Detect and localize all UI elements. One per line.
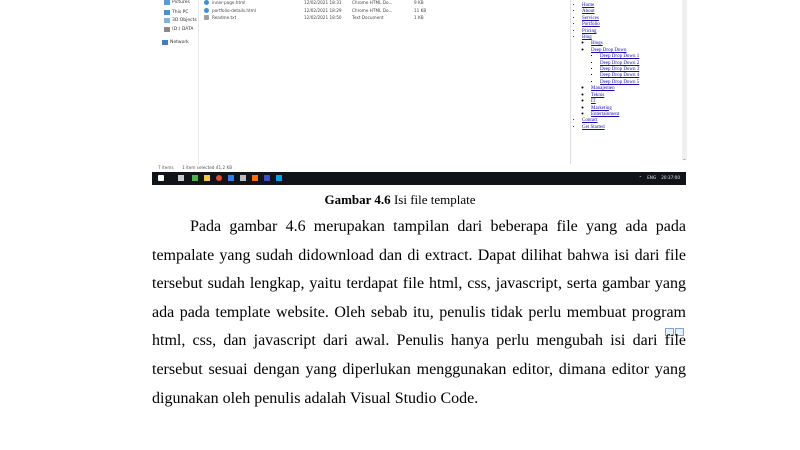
template-screenshot bbox=[152, 0, 686, 185]
app-icon[interactable] bbox=[252, 175, 258, 181]
body-paragraph: Pada gambar 4.6 merupakan tampilan dari beberapa file yang ada pada tempalate yang sudah didownload dan di extract. Dapat dilihat bahwa isi dari file tersebut sudah lengkap, yaitu terdapat file html, css, javascript, serta gambar yang ada pada template website. Oleh sebab itu, penulis tidak perlu membuat program html, css, dan javascript dari awal. Penulis hanya perlu mengubah isi dari file tersebut sesuai dengan yang diperlukan menggunakan editor, dimana editor yang digunakan oleh penulis adalah Visual Studio Code. bbox=[152, 218, 686, 407]
nav-item-network[interactable]: Network bbox=[162, 40, 189, 45]
figure-caption-text: Isi file template bbox=[390, 192, 476, 207]
menu-blogs-link[interactable]: Blogs bbox=[591, 41, 603, 47]
drive-icon bbox=[164, 27, 170, 32]
search-icon[interactable] bbox=[178, 175, 184, 181]
navigation-pane bbox=[152, 0, 199, 164]
language-indicator[interactable]: ENG bbox=[647, 175, 657, 180]
figure-label: Gambar 4.6 bbox=[324, 192, 391, 207]
menu-deep-item-1-link[interactable]: Deep Drop Down 1 bbox=[600, 54, 640, 60]
menu-manajemen-link[interactable]: Manajemen bbox=[591, 86, 615, 92]
system-tray bbox=[639, 175, 680, 180]
menu-deep-drop-down-link[interactable]: Deep Drop Down bbox=[591, 47, 627, 53]
app-icon[interactable] bbox=[192, 175, 198, 181]
cube-icon bbox=[164, 18, 170, 23]
vscode-icon[interactable] bbox=[276, 175, 282, 181]
menu-get-started-link[interactable]: Get Started bbox=[582, 124, 605, 130]
menu-home-link[interactable]: Home bbox=[582, 3, 595, 8]
app-icon[interactable] bbox=[228, 175, 234, 181]
browser-scrollbar[interactable] bbox=[682, 0, 687, 160]
status-selection: 1 item selected 41,2 KB bbox=[182, 165, 233, 170]
pictures-icon bbox=[164, 0, 170, 5]
wifi-icon[interactable]: ⌃ bbox=[638, 175, 643, 180]
chrome-html-file-icon bbox=[204, 8, 209, 13]
menu-pricing-link[interactable]: Pricing bbox=[582, 28, 597, 34]
chrome-html-file-icon bbox=[204, 0, 209, 5]
network-icon bbox=[162, 40, 168, 45]
menu-about-link[interactable]: About bbox=[582, 9, 595, 15]
status-item-count: 7 items bbox=[158, 165, 174, 170]
app-icon[interactable] bbox=[240, 175, 246, 181]
windows-taskbar bbox=[152, 172, 686, 185]
file-explorer-window bbox=[152, 0, 570, 164]
browser-preview bbox=[570, 0, 687, 164]
nav-item-this-pc[interactable]: This PC bbox=[164, 10, 188, 15]
chrome-icon[interactable] bbox=[216, 175, 222, 181]
folder-icon[interactable] bbox=[204, 175, 210, 181]
nav-item-d-data[interactable]: (D:) DATA bbox=[164, 27, 194, 32]
scroll-down-arrow-icon[interactable]: ⌄ bbox=[682, 157, 687, 162]
menu-deep-item-3-link[interactable]: Deep Drop Down 3 bbox=[600, 67, 640, 73]
figure-caption bbox=[0, 192, 800, 208]
nav-item-pictures[interactable]: Pictures bbox=[164, 0, 190, 5]
computer-icon bbox=[164, 10, 170, 15]
explorer-status-bar bbox=[152, 164, 686, 172]
menu-contact-link[interactable]: Contact bbox=[582, 118, 598, 124]
nav-menu-list bbox=[573, 3, 639, 131]
app-icon[interactable] bbox=[264, 175, 270, 181]
menu-entertainment-link[interactable]: Entertainment bbox=[591, 111, 620, 117]
nav-item-3d-objects[interactable]: 3D Objects bbox=[164, 18, 197, 23]
file-row[interactable]: inner-page.html 12/02/2021 18:31 Chrome HTML Do... 9 KB bbox=[200, 0, 570, 7]
file-row[interactable]: Readme.txt 12/02/2021 18:50 Text Document 1 KB bbox=[200, 14, 570, 22]
menu-deep-item-5-link[interactable]: Deep Drop Down 5 bbox=[600, 79, 640, 85]
clock[interactable]: 20:37:00 bbox=[661, 175, 680, 180]
menu-blog-link[interactable]: Blog bbox=[582, 35, 592, 41]
menu-deep-item-2-link[interactable]: Deep Drop Down 2 bbox=[600, 60, 640, 66]
menu-marketing-link[interactable]: Marketing bbox=[591, 105, 612, 111]
menu-deep-item-4-link[interactable]: Deep Drop Down 4 bbox=[600, 73, 640, 79]
menu-portfolio-link[interactable]: Portfolio bbox=[582, 22, 600, 28]
menu-services-link[interactable]: Services bbox=[582, 15, 599, 21]
file-row[interactable]: portfolio-details.html 12/02/2021 18:29 Chrome HTML Do... 11 KB bbox=[200, 7, 570, 15]
menu-it-link[interactable]: IT bbox=[591, 99, 596, 105]
start-icon[interactable] bbox=[158, 175, 164, 181]
menu-teknis-link[interactable]: Teknis bbox=[591, 92, 605, 98]
text-file-icon bbox=[204, 15, 209, 20]
